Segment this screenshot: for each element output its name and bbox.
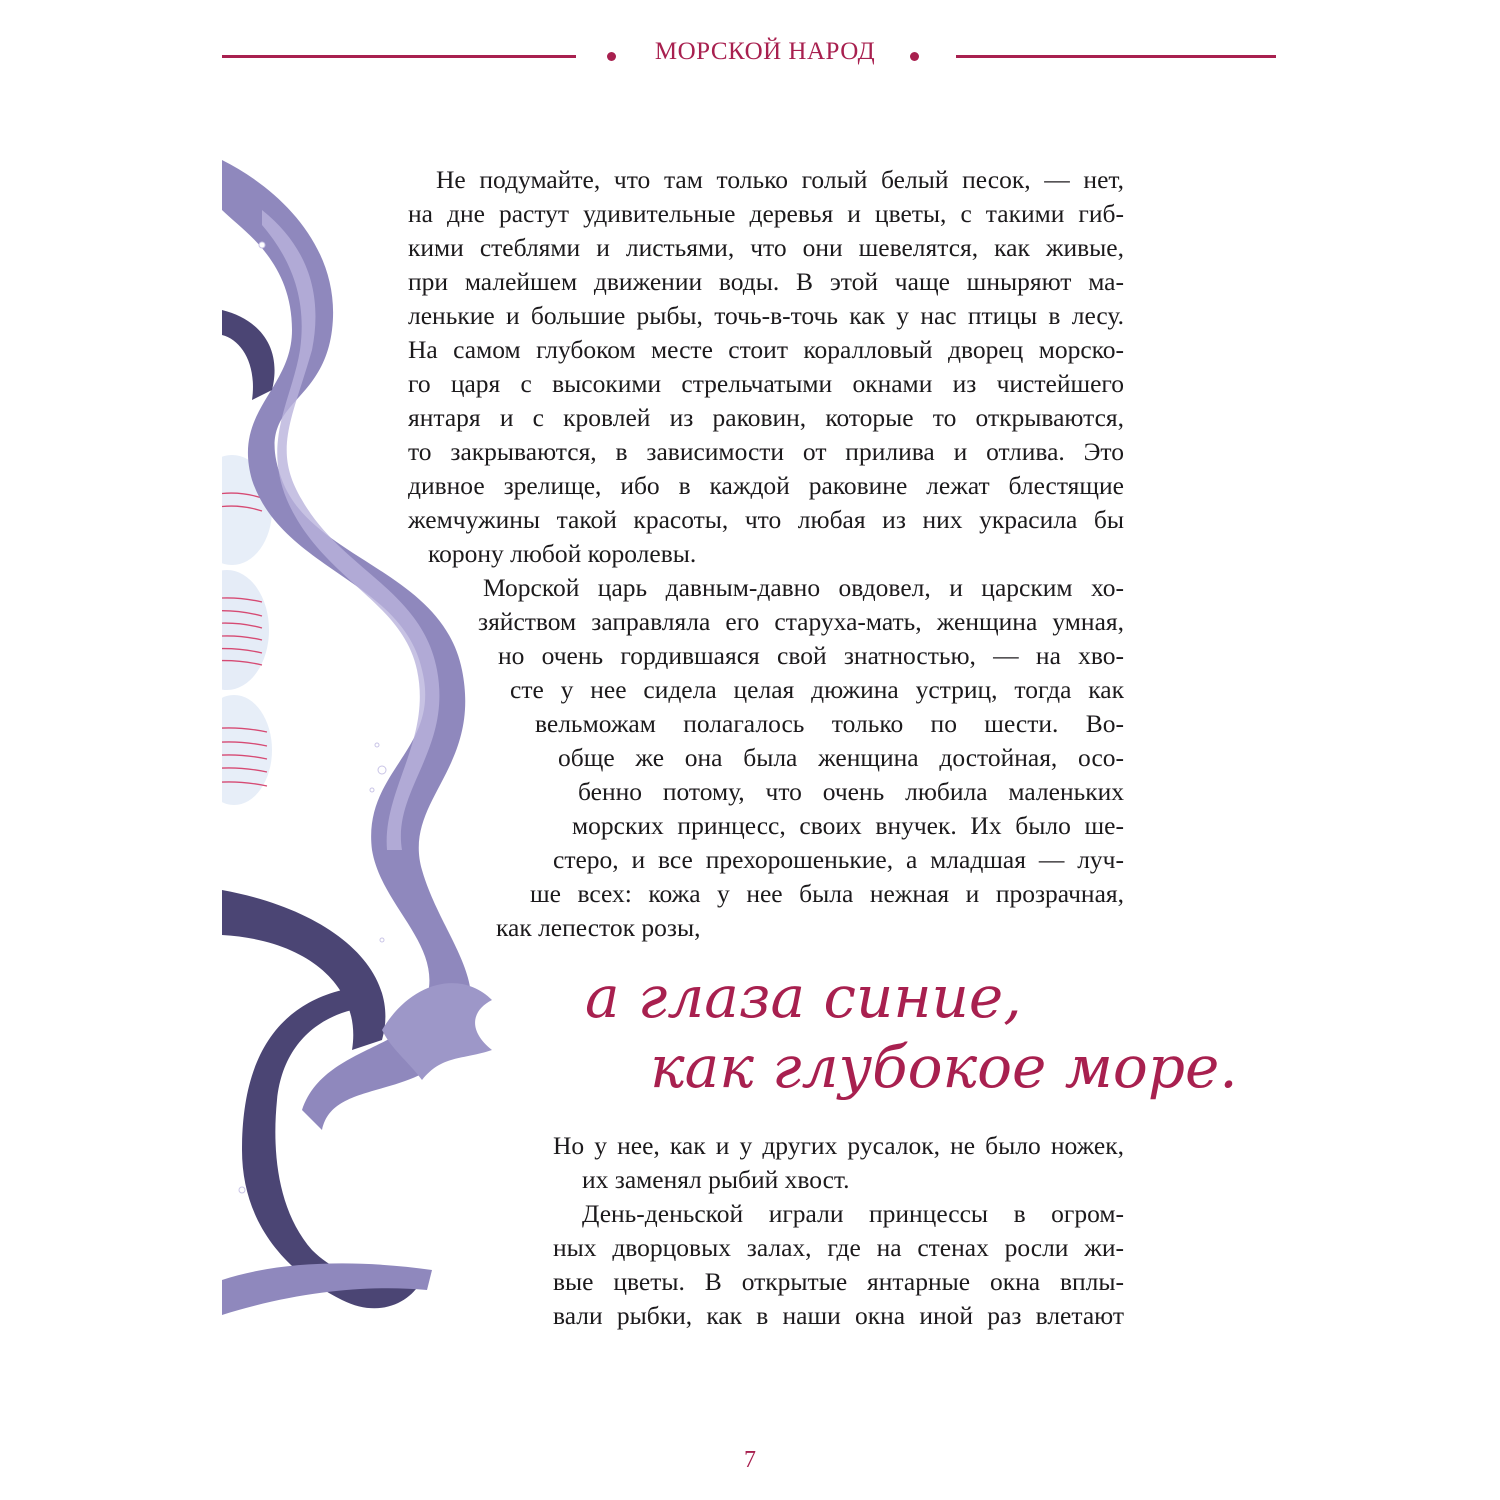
pull-quote-line-1: а глаза синие, [585, 963, 1022, 1031]
paragraph-2-line: ше всех: кожа у нее была нежная и прозрачная, [530, 879, 1124, 908]
paragraph-1-line: го царя с высокими стрельчатыми окнами из чистейшего [408, 369, 1124, 398]
paragraph-1-line: корону любой королевы. [428, 539, 697, 568]
paragraph-2-line: стеро, и все прехорошенькие, а младшая — луч- [553, 845, 1124, 874]
header-rule-right [956, 55, 1276, 58]
pull-quote-line-2: как глубокое море. [650, 1033, 1238, 1101]
paragraph-2-line: Морской царь давным-давно овдовел, и царским хо- [483, 573, 1124, 602]
paragraph-1-line: кими стеблями и листьями, что они шевелятся, как живые, [408, 233, 1124, 262]
paragraph-1-line: На самом глубоком месте стоит коралловый дворец морско- [408, 335, 1124, 364]
header-rule-left [222, 55, 576, 58]
paragraph-2-line: бенно потому, что очень любила маленьких [578, 777, 1124, 806]
paragraph-1-line: то закрываются, в зависимости от прилива и отлива. Это [408, 437, 1124, 466]
paragraph-1-line: жемчужины такой красоты, что любая из них украсила бы [408, 505, 1124, 534]
paragraph-1-line: ленькие и большие рыбы, точь-в-точь как у нас птицы в лесу. [408, 301, 1124, 330]
paragraph-2-line: морских принцесс, своих внучек. Их было ше- [572, 811, 1124, 840]
paragraph-4-line: вали рыбки, как в наши окна иной раз влетают [553, 1301, 1124, 1330]
paragraph-1-line: при малейшем движении воды. В этой чаще шныряют ма- [408, 267, 1124, 296]
paragraph-2-line: зяйством заправляла его старуха-мать, женщина умная, [478, 607, 1124, 636]
paragraph-2-line: но очень гордившаяся свой знатностью, — на хво- [498, 641, 1124, 670]
paragraph-2-line: обще же она была женщина достойная, осо- [558, 743, 1124, 772]
paragraph-2-line: как лепесток розы, [496, 913, 701, 942]
paragraph-1-line: янтаря и с кровлей из раковин, которые то открываются, [408, 403, 1124, 432]
paragraph-2-line: вельможам полагалось только по шести. Во- [535, 709, 1124, 738]
header-dot-right [910, 52, 919, 61]
paragraph-1-line: дивное зрелище, ибо в каждой раковине лежат блестящие [408, 471, 1124, 500]
paragraph-3-line: их заменял рыбий хвост. [582, 1165, 850, 1194]
header-dot-left [607, 52, 616, 61]
running-header-title: МОРСКОЙ НАРОД [654, 38, 876, 65]
paragraph-4-line: ных дворцовых залах, где на стенах росли жи- [553, 1233, 1124, 1262]
page-number: 7 [744, 1447, 756, 1473]
paragraph-4-line: вые цветы. В открытые янтарные окна вплы- [553, 1267, 1124, 1296]
paragraph-3-line: Но у нее, как и у других русалок, не было ножек, [553, 1131, 1124, 1160]
coral-leaves [222, 455, 272, 805]
ribbon-dark-band [222, 310, 275, 400]
paragraph-1-line: Не подумайте, что там только голый белый песок, — нет, [436, 165, 1124, 194]
paragraph-4-line: День-деньской играли принцессы в огром- [582, 1199, 1124, 1228]
paragraph-2-line: сте у нее сидела целая дюжина устриц, тогда как [510, 675, 1124, 704]
paragraph-1-line: на дне растут удивительные деревья и цветы, с такими гиб- [408, 199, 1124, 228]
